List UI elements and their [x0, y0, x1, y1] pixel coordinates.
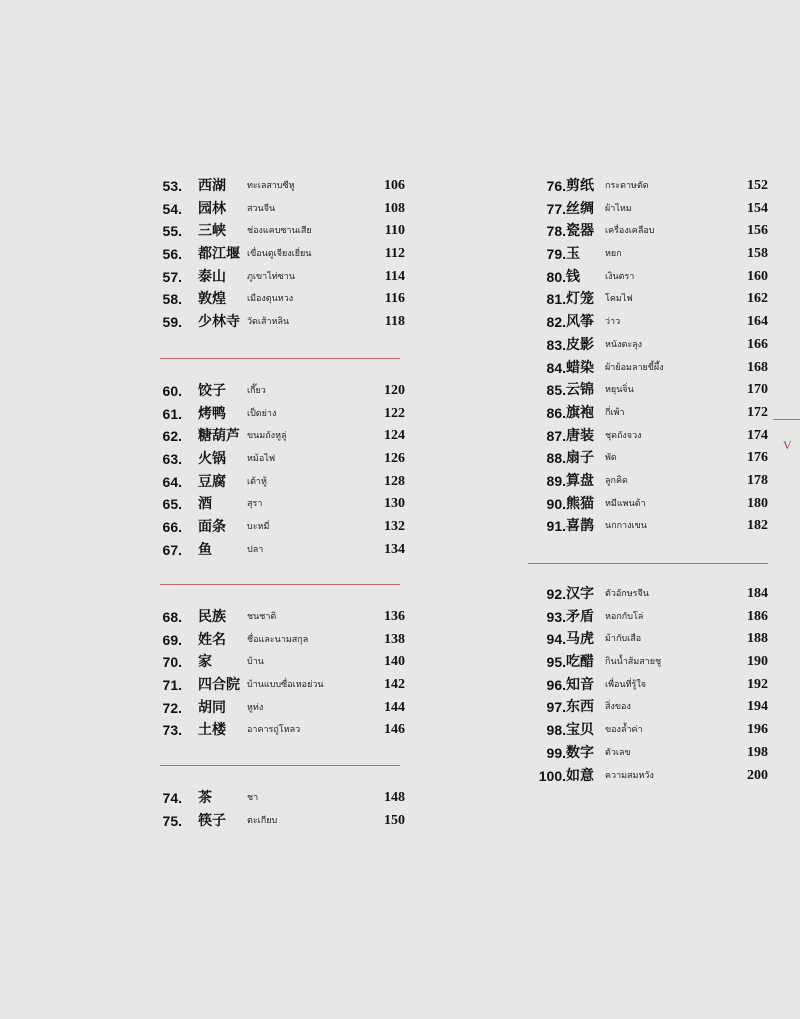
- toc-entry-chinese-title: 筷子: [198, 812, 226, 829]
- toc-entry-thai-title: ตัวเลข: [605, 747, 631, 758]
- toc-entry-page: 174: [747, 427, 768, 443]
- toc-entry-page: 156: [747, 223, 768, 239]
- toc-group: [160, 175, 405, 334]
- toc-entry[interactable]: [528, 425, 768, 448]
- toc-entry[interactable]: [160, 539, 405, 562]
- toc-entry-number: 74.: [162, 790, 182, 806]
- toc-entry[interactable]: [160, 243, 405, 266]
- toc-entry-page: 142: [384, 677, 405, 693]
- toc-entry[interactable]: [160, 220, 405, 243]
- toc-entry-thai-title: อาคารถู่โหลว: [247, 725, 301, 736]
- toc-entry[interactable]: [160, 403, 405, 426]
- toc-entry-chinese-title: 灯笼: [566, 291, 594, 308]
- toc-entry[interactable]: [160, 697, 405, 720]
- toc-entry-chinese-title: 算盘: [566, 472, 594, 489]
- toc-entry-page: 200: [747, 767, 768, 783]
- toc-entry-number: 94.: [546, 631, 566, 648]
- section-divider: [160, 358, 400, 359]
- toc-entry-number: 91.: [546, 518, 566, 535]
- toc-entry-number: 93.: [546, 608, 566, 625]
- toc-entry-thai-title: หนังตะลุง: [605, 339, 643, 350]
- section-divider: [160, 765, 400, 766]
- toc-entry-page: 186: [747, 608, 768, 624]
- toc-entry-page: 152: [747, 178, 768, 193]
- toc-entry-chinese-title: 矛盾: [566, 608, 594, 625]
- toc-entry-number: 72.: [162, 699, 182, 716]
- toc-entry-thai-title: เป็ดย่าง: [247, 408, 277, 419]
- toc-entry-number: 99.: [546, 744, 566, 761]
- toc-entry-number: 92.: [546, 586, 566, 602]
- toc-entry-chinese-title: 三峡: [198, 223, 226, 240]
- toc-entry[interactable]: [160, 380, 405, 403]
- toc-entry[interactable]: [160, 606, 405, 629]
- toc-entry[interactable]: [528, 606, 768, 629]
- toc-entry-thai-title: ผ้าย้อมลายขี้ผึ้ง: [605, 362, 664, 373]
- toc-entry-number: 97.: [546, 699, 566, 716]
- toc-entry[interactable]: [160, 674, 405, 697]
- toc-entry-page: 136: [384, 609, 405, 624]
- toc-entry-page: 192: [747, 676, 768, 692]
- toc-entry[interactable]: [528, 266, 768, 289]
- toc-entry-chinese-title: 酒: [198, 496, 212, 513]
- toc-entry-page: 120: [384, 383, 405, 398]
- toc-entry-thai-title: ม้ากับเสือ: [605, 634, 642, 645]
- toc-entry-thai-title: ชนชาติ: [247, 612, 277, 622]
- toc-entry-page: 160: [747, 268, 768, 284]
- page-edge-rule: [773, 419, 800, 420]
- toc-entry-number: 82.: [546, 314, 566, 331]
- toc-entry-chinese-title: 火锅: [198, 451, 226, 468]
- toc-entry-chinese-title: 少林寺: [198, 314, 240, 331]
- toc-entry[interactable]: [528, 674, 768, 697]
- toc-entry[interactable]: [528, 515, 768, 538]
- toc-entry-chinese-title: 糖葫芦: [198, 428, 240, 445]
- toc-entry-page: 194: [747, 699, 768, 715]
- toc-entry[interactable]: [528, 243, 768, 266]
- toc-entry-chinese-title: 旗袍: [566, 404, 594, 421]
- toc-entry-chinese-title: 家: [198, 654, 212, 671]
- toc-entry-number: 100.: [538, 767, 566, 784]
- toc-entry-page: 126: [384, 451, 405, 467]
- toc-entry[interactable]: [160, 175, 405, 198]
- toc-entry-number: 83.: [546, 336, 566, 353]
- toc-entry-chinese-title: 烤鸭: [198, 405, 226, 422]
- toc-entry-number: 85.: [546, 382, 566, 399]
- toc-entry-chinese-title: 扇子: [566, 450, 594, 467]
- toc-entry-page: 134: [384, 541, 405, 557]
- toc-entry-number: 89.: [546, 472, 566, 489]
- toc-entry-chinese-title: 马虎: [566, 631, 594, 648]
- toc-entry-chinese-title: 四合院: [198, 677, 240, 694]
- toc-entry-number: 59.: [162, 314, 182, 331]
- toc-entry-page: 184: [747, 586, 768, 601]
- toc-entry-page: 172: [747, 404, 768, 420]
- toc-entry[interactable]: [528, 402, 768, 425]
- toc-entry[interactable]: [528, 765, 768, 788]
- toc-group: [160, 787, 405, 832]
- toc-entry-number: 80.: [546, 268, 566, 285]
- toc-entry[interactable]: [160, 425, 405, 448]
- toc-entry[interactable]: [528, 175, 768, 198]
- toc-entry-thai-title: กี่เพ้า: [605, 407, 625, 418]
- toc-entry-page: 196: [747, 722, 768, 738]
- toc-entry-number: 57.: [162, 268, 182, 285]
- toc-entry[interactable]: [528, 583, 768, 606]
- toc-entry-chinese-title: 唐装: [566, 427, 594, 444]
- toc-entry-number: 90.: [546, 495, 566, 512]
- toc-entry-chinese-title: 熊猫: [566, 495, 594, 512]
- toc-entry-chinese-title: 皮影: [566, 336, 594, 353]
- toc-entry[interactable]: [528, 651, 768, 674]
- toc-entry-chinese-title: 玉: [566, 246, 580, 263]
- toc-entry-thai-title: เครื่องเคลือบ: [605, 226, 655, 237]
- toc-entry[interactable]: [528, 696, 768, 719]
- toc-entry-chinese-title: 吃醋: [566, 654, 594, 671]
- toc-entry-number: 69.: [162, 631, 182, 648]
- toc-entry-number: 70.: [162, 654, 182, 671]
- toc-entry-thai-title: สุรา: [247, 499, 263, 510]
- toc-entry-number: 96.: [546, 676, 566, 693]
- toc-entry-page: 106: [384, 178, 405, 193]
- toc-entry-number: 79.: [546, 246, 566, 263]
- toc-entry-thai-title: ผ้าไหม: [605, 203, 632, 214]
- toc-entry-thai-title: สิ่งของ: [605, 702, 631, 713]
- toc-entry-thai-title: ของล้ำค่า: [605, 725, 643, 736]
- toc-entry-thai-title: โคมไฟ: [605, 294, 633, 305]
- toc-entry-chinese-title: 西湖: [198, 178, 226, 194]
- toc-entry[interactable]: [160, 448, 405, 471]
- toc-entry-chinese-title: 宝贝: [566, 722, 594, 739]
- toc-entry[interactable]: [528, 379, 768, 402]
- toc-entry-page: 150: [384, 812, 405, 828]
- toc-entry-thai-title: สวนจีน: [247, 203, 276, 214]
- toc-entry-chinese-title: 胡同: [198, 699, 226, 716]
- toc-entry-thai-title: เขื่อนตูเจียงเยี่ยน: [247, 249, 312, 260]
- toc-entry-thai-title: กระดาษตัด: [605, 181, 649, 191]
- toc-entry[interactable]: [528, 470, 768, 493]
- toc-entry[interactable]: [160, 719, 405, 742]
- toc-entry-thai-title: ทะเลสาบซีหู: [247, 181, 295, 191]
- toc-entry[interactable]: [528, 719, 768, 742]
- toc-entry[interactable]: [160, 787, 405, 810]
- toc-entry-page: 180: [747, 495, 768, 511]
- toc-entry-thai-title: วัดเส้าหลิน: [247, 317, 290, 328]
- toc-entry[interactable]: [528, 198, 768, 221]
- toc-entry-page: 188: [747, 631, 768, 647]
- toc-entry-chinese-title: 园林: [198, 200, 226, 217]
- toc-entry-chinese-title: 风筝: [566, 314, 594, 331]
- toc-entry[interactable]: [528, 220, 768, 243]
- toc-entry[interactable]: [528, 288, 768, 311]
- toc-entry-number: 84.: [546, 359, 566, 376]
- toc-entry-page: 148: [384, 790, 405, 805]
- toc-entry-page: 144: [384, 699, 405, 715]
- toc-entry[interactable]: [528, 311, 768, 334]
- toc-entry-number: 60.: [162, 383, 182, 399]
- toc-entry-thai-title: ชา: [247, 793, 259, 803]
- toc-entry-number: 71.: [162, 677, 182, 694]
- toc-entry-thai-title: หูท่ง: [247, 702, 264, 713]
- toc-entry-thai-title: บ้าน: [247, 657, 264, 668]
- toc-group: [160, 606, 405, 742]
- toc-entry-page: 112: [384, 246, 405, 262]
- toc-entry-page: 158: [747, 246, 768, 262]
- toc-entry-chinese-title: 鱼: [198, 541, 212, 558]
- toc-entry[interactable]: [528, 447, 768, 470]
- toc-entry-thai-title: ขนมถังหูลู่: [247, 431, 287, 442]
- toc-entry[interactable]: [528, 628, 768, 651]
- toc-entry-thai-title: ชุดถังจวง: [605, 430, 642, 441]
- toc-entry-number: 65.: [162, 496, 182, 513]
- toc-entry[interactable]: [528, 357, 768, 380]
- toc-entry-thai-title: นกกางเขน: [605, 521, 647, 532]
- toc-entry-page: 116: [384, 291, 405, 307]
- toc-entry-chinese-title: 土楼: [198, 722, 226, 739]
- toc-entry-thai-title: หมีแพนด้า: [605, 498, 646, 509]
- toc-group: [160, 380, 405, 562]
- toc-entry-thai-title: หม้อไฟ: [247, 454, 276, 465]
- toc-entry-page: 118: [384, 314, 405, 330]
- toc-entry-number: 55.: [162, 223, 182, 240]
- toc-entry-number: 86.: [546, 404, 566, 421]
- toc-entry-page: 132: [384, 519, 405, 535]
- toc-group: [528, 583, 768, 787]
- toc-entry-page: 166: [747, 336, 768, 352]
- toc-entry[interactable]: [160, 493, 405, 516]
- toc-entry-number: 87.: [546, 427, 566, 444]
- toc-entry-page: 176: [747, 450, 768, 466]
- toc-entry-thai-title: เงินตรา: [605, 271, 635, 282]
- section-divider: [528, 563, 768, 564]
- toc-entry-number: 56.: [162, 246, 182, 263]
- toc-entry-thai-title: เพื่อนที่รู้ใจ: [605, 679, 647, 690]
- toc-entry-thai-title: ว่าว: [605, 317, 621, 328]
- toc-entry-thai-title: หยก: [605, 249, 622, 260]
- toc-entry-thai-title: หอกกับโล่: [605, 611, 644, 622]
- toc-entry-chinese-title: 钱: [566, 268, 580, 285]
- toc-entry-page: 140: [384, 654, 405, 670]
- toc-entry-number: 58.: [162, 291, 182, 308]
- toc-entry-thai-title: ตัวอักษรจีน: [605, 589, 649, 599]
- toc-entry-number: 63.: [162, 451, 182, 468]
- toc-entry-number: 77.: [546, 200, 566, 217]
- toc-entry-page: 164: [747, 314, 768, 330]
- toc-entry-number: 98.: [546, 722, 566, 739]
- toc-entry-number: 88.: [546, 450, 566, 467]
- toc-entry-page: 108: [384, 200, 405, 216]
- toc-entry-page: 130: [384, 496, 405, 512]
- toc-entry-chinese-title: 如意: [566, 767, 594, 784]
- toc-entry-page: 122: [384, 405, 405, 421]
- toc-entry-chinese-title: 云锦: [566, 382, 594, 399]
- toc-entry-chinese-title: 剪纸: [566, 178, 594, 194]
- toc-entry-chinese-title: 丝绸: [566, 200, 594, 217]
- toc-entry-number: 78.: [546, 223, 566, 240]
- toc-entry-page: 146: [384, 722, 405, 738]
- toc-entry[interactable]: [160, 471, 405, 494]
- toc-entry-page: 128: [384, 473, 405, 489]
- toc-entry-thai-title: ตะเกียบ: [247, 815, 278, 826]
- page-number: V: [783, 438, 792, 452]
- toc-entry-thai-title: กินน้ำส้มสายชู: [605, 657, 662, 668]
- toc-entry-thai-title: เต้าหู้: [247, 476, 267, 487]
- toc-entry-page: 198: [747, 744, 768, 760]
- toc-entry-chinese-title: 豆腐: [198, 473, 226, 490]
- toc-entry-chinese-title: 饺子: [198, 383, 226, 399]
- toc-entry-chinese-title: 数字: [566, 744, 594, 761]
- toc-entry-thai-title: ความสมหวัง: [605, 770, 654, 781]
- toc-entry[interactable]: [160, 629, 405, 652]
- toc-entry-thai-title: ภูเขาไท่ซาน: [247, 271, 295, 282]
- toc-entry-chinese-title: 知音: [566, 676, 594, 693]
- toc-entry-thai-title: เมืองตุนหวง: [247, 294, 294, 305]
- toc-entry-page: 110: [384, 223, 405, 239]
- toc-entry-number: 81.: [546, 291, 566, 308]
- toc-entry[interactable]: [160, 266, 405, 289]
- toc-entry-number: 73.: [162, 722, 182, 739]
- toc-entry-page: 178: [747, 472, 768, 488]
- toc-entry[interactable]: [160, 651, 405, 674]
- toc-group: [528, 175, 768, 538]
- toc-entry-chinese-title: 泰山: [198, 268, 226, 285]
- toc-entry-chinese-title: 敦煌: [198, 291, 226, 308]
- toc-entry-thai-title: ปลา: [247, 544, 264, 555]
- toc-entry-number: 67.: [162, 541, 182, 558]
- toc-entry-page: 162: [747, 291, 768, 307]
- toc-entry-number: 75.: [162, 812, 182, 829]
- toc-entry-chinese-title: 茶: [198, 790, 212, 806]
- toc-entry-number: 64.: [162, 473, 182, 490]
- toc-entry[interactable]: [528, 742, 768, 765]
- toc-entry-number: 95.: [546, 654, 566, 671]
- toc-entry-chinese-title: 蜡染: [566, 359, 594, 376]
- toc-entry-number: 62.: [162, 428, 182, 445]
- toc-entry-chinese-title: 喜鹊: [566, 518, 594, 535]
- toc-entry[interactable]: [160, 516, 405, 539]
- toc-entry-chinese-title: 东西: [566, 699, 594, 716]
- toc-entry[interactable]: [160, 311, 405, 334]
- toc-entry-chinese-title: 民族: [198, 609, 226, 625]
- toc-entry-page: 182: [747, 518, 768, 534]
- toc-entry-chinese-title: 面条: [198, 519, 226, 536]
- toc-entry-thai-title: พัด: [605, 453, 617, 464]
- toc-entry-page: 170: [747, 382, 768, 398]
- toc-entry[interactable]: [160, 288, 405, 311]
- toc-entry-number: 66.: [162, 519, 182, 536]
- toc-entry-chinese-title: 都江堰: [198, 246, 240, 263]
- toc-entry-number: 76.: [546, 178, 566, 194]
- toc-entry-page: 114: [384, 268, 405, 284]
- toc-entry-page: 168: [747, 359, 768, 375]
- toc-entry-chinese-title: 汉字: [566, 586, 594, 602]
- toc-entry-thai-title: ชื่อและนามสกุล: [247, 634, 309, 645]
- toc-entry[interactable]: [160, 810, 405, 833]
- toc-entry-thai-title: บ้านแบบซื่อเหอย่วน: [247, 680, 324, 691]
- toc-entry-thai-title: เกี๊ยว: [247, 386, 266, 396]
- toc-entry-thai-title: บะหมี่: [247, 522, 270, 533]
- toc-entry[interactable]: [528, 493, 768, 516]
- toc-entry-page: 190: [747, 654, 768, 670]
- toc-entry-chinese-title: 瓷器: [566, 223, 594, 240]
- section-divider: [160, 584, 400, 585]
- toc-entry-number: 68.: [162, 609, 182, 625]
- toc-entry-page: 138: [384, 631, 405, 647]
- toc-entry-thai-title: ลูกคิด: [605, 475, 628, 486]
- toc-entry-thai-title: หยุนจิ่น: [605, 385, 634, 396]
- toc-entry[interactable]: [528, 334, 768, 357]
- toc-entry-number: 54.: [162, 200, 182, 217]
- toc-entry-number: 61.: [162, 405, 182, 422]
- toc-entry-number: 53.: [162, 178, 182, 194]
- toc-entry-chinese-title: 姓名: [198, 631, 226, 648]
- toc-entry[interactable]: [160, 198, 405, 221]
- toc-entry-thai-title: ช่องแคบซานเสีย: [247, 226, 312, 237]
- toc-entry-page: 154: [747, 200, 768, 216]
- toc-entry-page: 124: [384, 428, 405, 444]
